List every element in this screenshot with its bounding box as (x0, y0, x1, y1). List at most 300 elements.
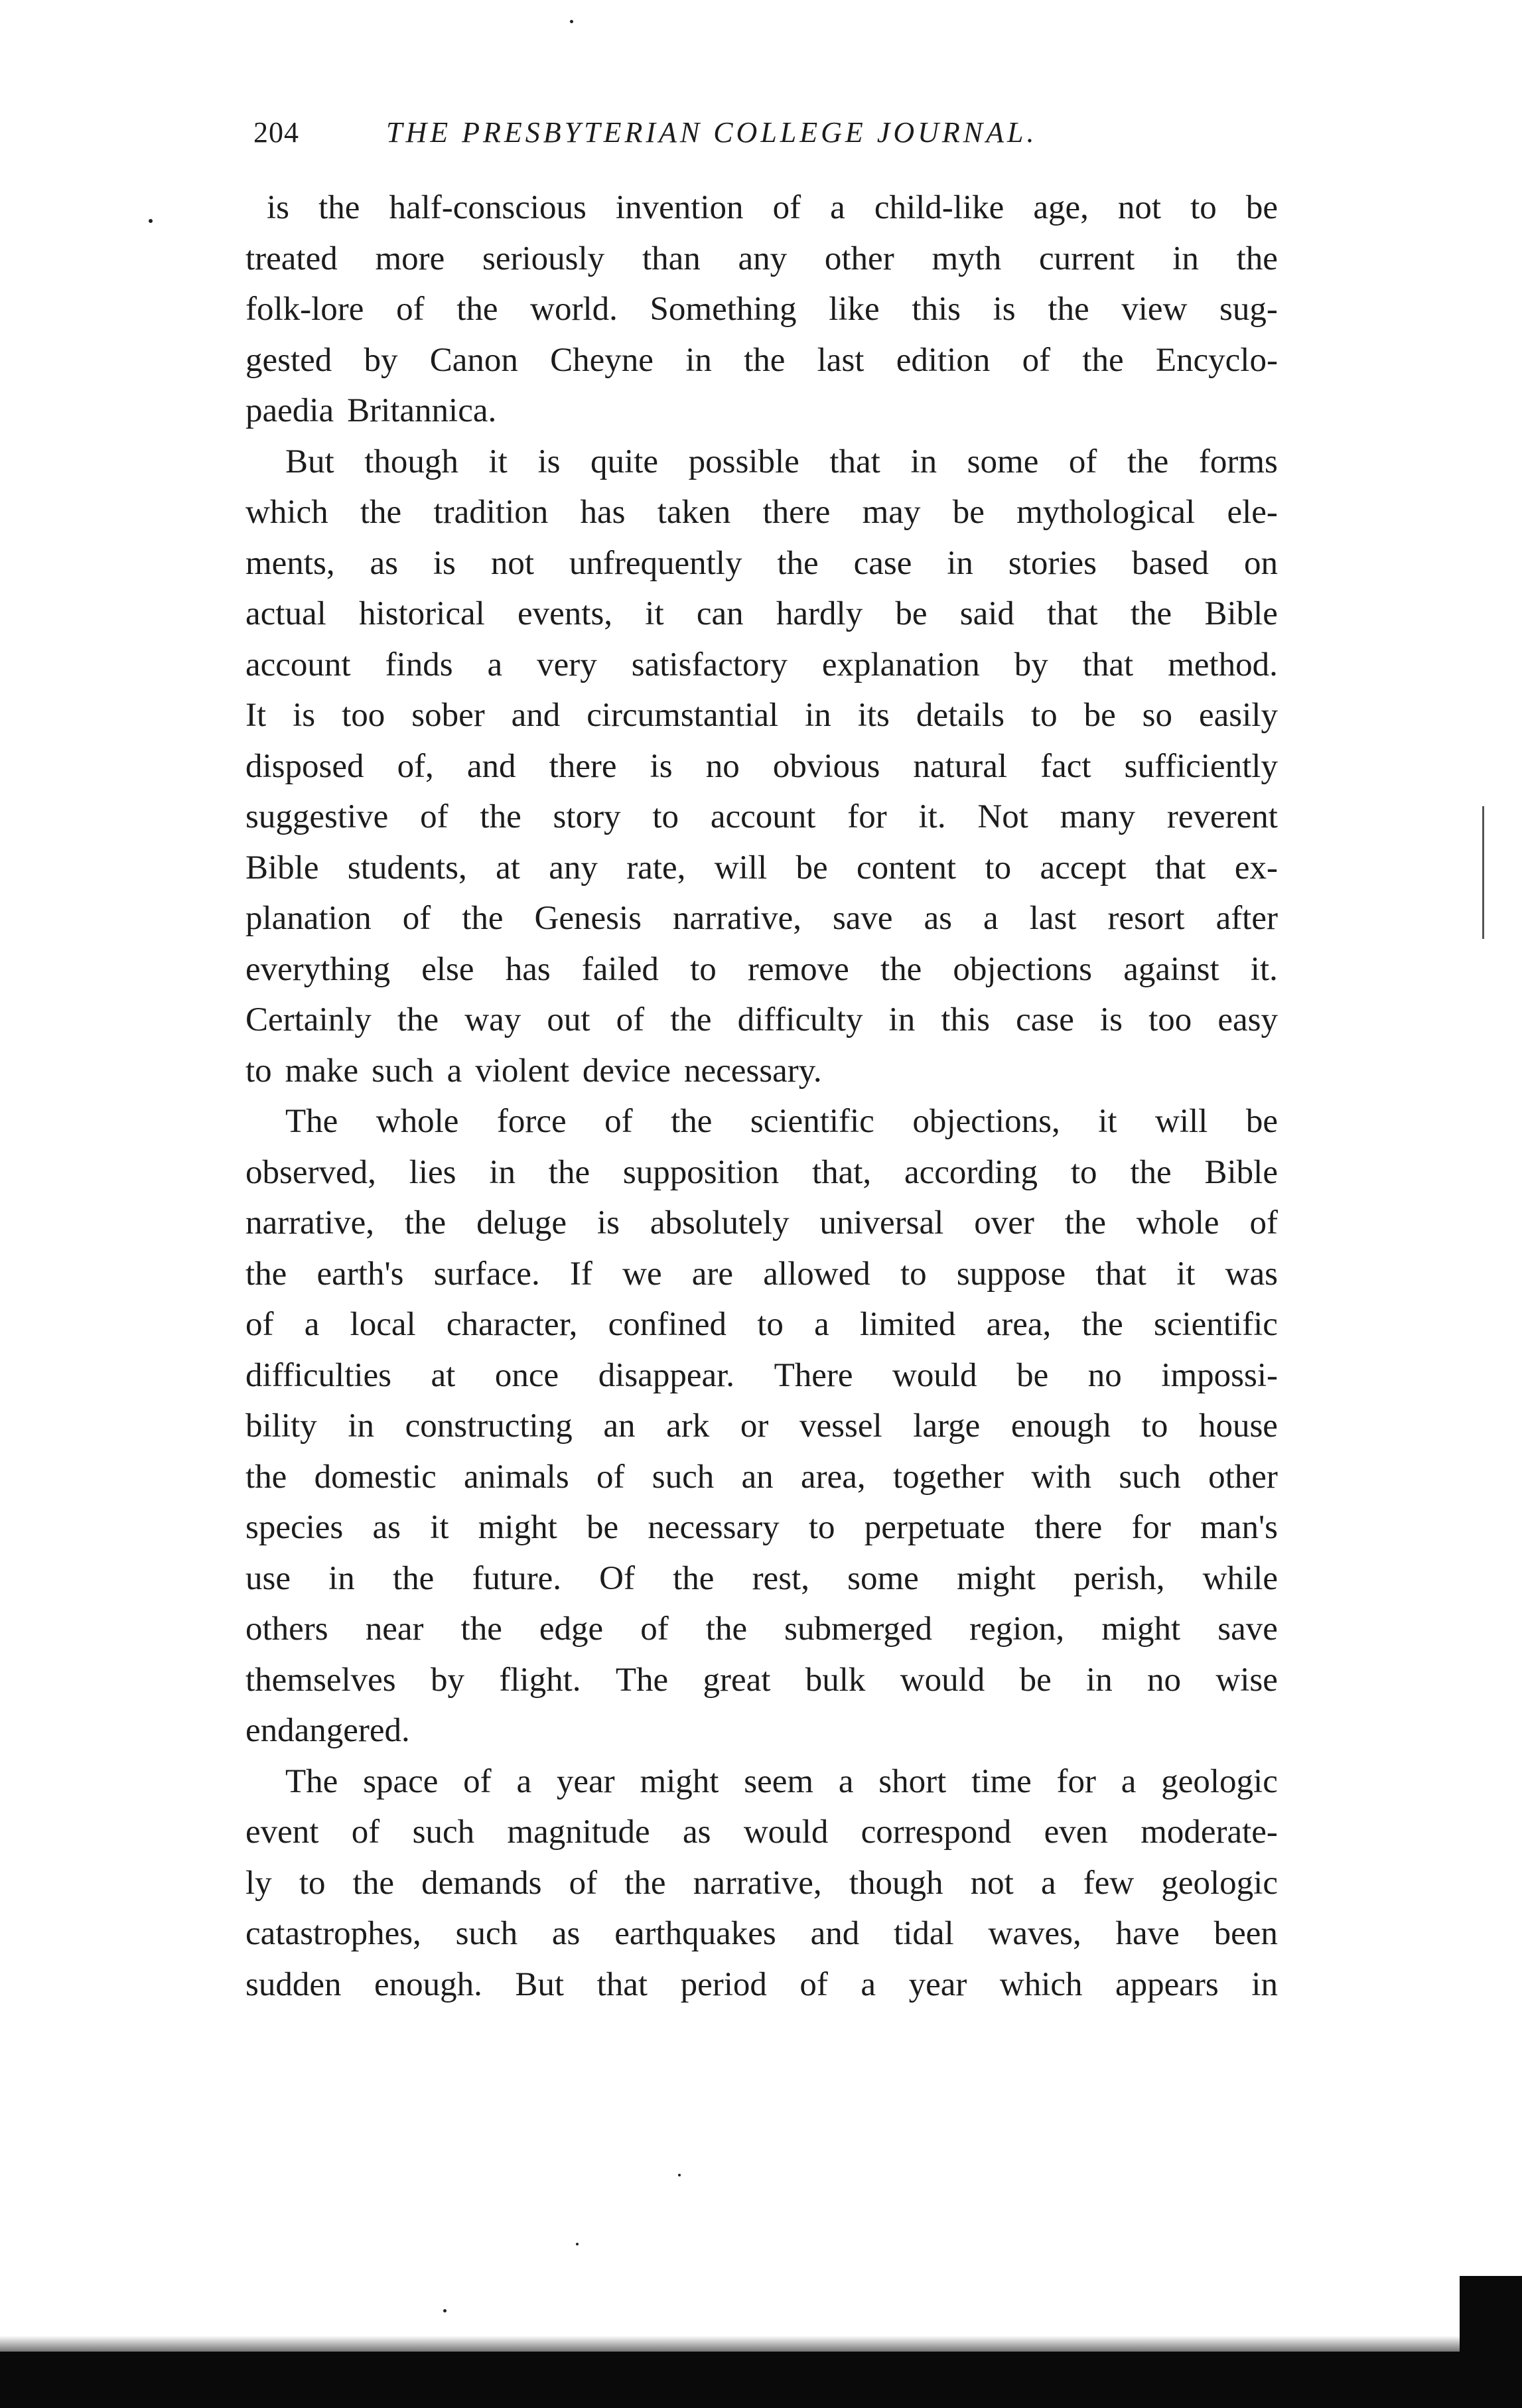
word: that (1155, 849, 1206, 886)
text-line (245, 944, 1278, 995)
word: violent (475, 1052, 569, 1090)
text-line (245, 589, 1278, 640)
text-line (245, 1502, 1278, 1553)
word: ele- (1227, 494, 1278, 531)
word: of (402, 900, 431, 937)
word: that (1082, 646, 1134, 683)
word: difficulty (737, 1001, 863, 1038)
word: possible (688, 443, 799, 480)
word: it (1098, 1103, 1117, 1140)
word: a (983, 900, 999, 937)
text-line (245, 1705, 1278, 1756)
word: edge (539, 1610, 604, 1648)
paragraph (245, 182, 1278, 437)
word: some (847, 1559, 919, 1597)
word: house (1198, 1407, 1278, 1445)
word: this (941, 1001, 990, 1038)
word: whole (1136, 1204, 1219, 1241)
word: ark (666, 1407, 710, 1445)
word: for (847, 798, 887, 835)
word: many (1060, 798, 1136, 835)
word: be (952, 494, 985, 531)
word: the (318, 189, 360, 226)
word: narrative, (245, 1204, 374, 1241)
word: to (808, 1509, 835, 1546)
word: region, (969, 1610, 1065, 1648)
word: Something (650, 291, 797, 328)
word: seriously (482, 240, 605, 277)
word: man's (1200, 1509, 1278, 1546)
word: case (853, 544, 912, 582)
word: to (1190, 189, 1217, 226)
word: such (652, 1458, 715, 1496)
word: and (466, 747, 516, 785)
word: the (360, 494, 402, 531)
word: story (553, 798, 621, 835)
word: though (849, 1864, 943, 1902)
word: to (652, 798, 679, 835)
word: bulk (805, 1661, 866, 1699)
word: based (1131, 544, 1210, 582)
word: sufficiently (1124, 747, 1278, 785)
word: by (364, 341, 398, 379)
word: domestic (314, 1458, 437, 1496)
word: events, (518, 595, 613, 632)
word: as (551, 1915, 581, 1952)
paragraph (245, 437, 1278, 1097)
word: for (1056, 1762, 1096, 1800)
text-line (245, 234, 1278, 285)
word: enough (1010, 1407, 1111, 1445)
word: is (596, 1204, 620, 1241)
word: else (421, 950, 474, 988)
word: fact (1040, 747, 1091, 785)
word: that (596, 1965, 648, 2003)
word: appears (1115, 1965, 1219, 2003)
word: a (516, 1762, 532, 1800)
scan-edge-shadow (0, 2336, 1522, 2353)
word: other (824, 240, 894, 277)
text-line (245, 1959, 1278, 2011)
text-line (245, 437, 1278, 488)
word: easily (1198, 697, 1278, 734)
word: the (777, 544, 819, 582)
text-line (245, 1401, 1278, 1452)
word: be (1019, 1661, 1052, 1699)
word: But (285, 443, 334, 480)
text-line (245, 792, 1278, 843)
word: Cheyne (550, 341, 654, 379)
word: of (604, 1103, 633, 1140)
word: details (916, 697, 1004, 734)
word: any (549, 849, 598, 886)
word: will (1155, 1103, 1208, 1140)
word: even (1044, 1813, 1108, 1851)
word: impossi- (1161, 1356, 1278, 1394)
word: perish, (1073, 1559, 1165, 1597)
word: difficulties (245, 1356, 392, 1394)
word: a (861, 1965, 876, 2003)
word: it (488, 443, 508, 480)
word: that (829, 443, 880, 480)
word: objections, (912, 1103, 1060, 1140)
word: last (1029, 900, 1077, 937)
word: to (900, 1255, 927, 1293)
word: have (1115, 1915, 1180, 1952)
word: it (430, 1509, 449, 1546)
word: the (397, 1001, 439, 1038)
word: be (1016, 1356, 1049, 1394)
word: its (857, 697, 890, 734)
word: the (392, 1559, 435, 1597)
text-line (245, 284, 1278, 335)
word: enough. (374, 1965, 482, 2003)
word: The (285, 1762, 338, 1800)
word: half-conscious (389, 189, 587, 226)
scan-speck (576, 2243, 579, 2245)
word: the (671, 1103, 713, 1140)
scan-edge (0, 2352, 1522, 2408)
word: might (640, 1762, 719, 1800)
word: paedia (245, 392, 334, 429)
word: accept (1040, 849, 1127, 886)
running-title: THE PRESBYTERIAN COLLEGE JOURNAL. (386, 116, 1038, 149)
word: time (971, 1762, 1032, 1800)
word: hardly (776, 595, 863, 632)
word: failed (581, 950, 659, 988)
word: everything (245, 950, 391, 988)
text-line (245, 1452, 1278, 1503)
word: scientific (1154, 1306, 1278, 1343)
word: will (714, 849, 768, 886)
word: natural (913, 747, 1008, 785)
word: though (364, 443, 458, 480)
word: the (1082, 341, 1124, 379)
word: on (1243, 544, 1278, 582)
word: very (537, 646, 597, 683)
word: the (1236, 240, 1278, 277)
word: be (1245, 1103, 1278, 1140)
text-line (245, 1655, 1278, 1706)
word: to (245, 1052, 272, 1090)
word: animals (464, 1458, 569, 1496)
word: to (1141, 1407, 1168, 1445)
word: to (985, 849, 1012, 886)
text-line (245, 1858, 1278, 1909)
word: would (900, 1661, 985, 1699)
word: would (743, 1813, 829, 1851)
word: not (490, 544, 534, 582)
word: actual (245, 595, 326, 632)
word: in (888, 1001, 916, 1038)
word: the (1130, 1153, 1172, 1191)
word: it (1176, 1255, 1196, 1293)
word: in (489, 1153, 516, 1191)
word: is (1099, 1001, 1123, 1038)
word: as (370, 544, 398, 582)
word: vessel (799, 1407, 882, 1445)
word: of (569, 1864, 598, 1902)
word: geologic (1161, 1762, 1278, 1800)
text-line (245, 690, 1278, 741)
word: planation (245, 900, 372, 937)
text-line (245, 1553, 1278, 1604)
word: character, (446, 1306, 578, 1343)
word: explanation (821, 646, 980, 683)
word: a (304, 1306, 320, 1343)
word: a (814, 1306, 829, 1343)
word: or (740, 1407, 769, 1445)
word: we (622, 1255, 662, 1293)
word: resort (1107, 900, 1185, 937)
text-line (245, 995, 1278, 1046)
word: folk-lore (245, 291, 364, 328)
text-line (245, 538, 1278, 589)
word: suppose (956, 1255, 1066, 1293)
word: finds (385, 646, 453, 683)
word: deluge (476, 1204, 567, 1241)
paragraph (245, 1756, 1278, 2011)
word: Not (977, 798, 1028, 835)
word: by (1014, 646, 1048, 683)
word: to (1030, 697, 1058, 734)
word: of (420, 798, 449, 835)
word: necessary. (683, 1052, 822, 1090)
word: the (880, 950, 922, 988)
word: tidal (894, 1915, 954, 1952)
word: as (683, 1813, 711, 1851)
word: last (817, 341, 865, 379)
word: Bible (1204, 1153, 1278, 1191)
word: Canon (429, 341, 518, 379)
word: can (696, 595, 744, 632)
word: no (1087, 1356, 1122, 1394)
word: invention (615, 189, 744, 226)
word: the (744, 341, 786, 379)
word: waves, (988, 1915, 1081, 1952)
word: the (245, 1255, 287, 1293)
word: of (596, 1458, 625, 1496)
word: circumstantial (587, 697, 779, 734)
word: to (690, 950, 717, 988)
text-line (245, 1096, 1278, 1147)
word: such (412, 1813, 475, 1851)
word: forms (1198, 443, 1278, 480)
word: seem (744, 1762, 814, 1800)
text-line (245, 386, 1278, 437)
word: make (285, 1052, 359, 1090)
word: objections (953, 950, 1093, 988)
word: the (460, 1610, 502, 1648)
word: confined (608, 1306, 727, 1343)
word: is (993, 291, 1016, 328)
word: in (805, 697, 831, 734)
word: way (464, 1001, 521, 1038)
word: of, (397, 747, 434, 785)
word: current (1039, 240, 1135, 277)
word: might (478, 1509, 557, 1546)
word: a (1040, 1864, 1056, 1902)
text-line (245, 893, 1278, 944)
word: Bible (245, 849, 319, 886)
word: an (741, 1458, 774, 1496)
word: near (365, 1610, 424, 1648)
word: earthquakes (614, 1915, 776, 1952)
word: there (762, 494, 831, 531)
word: it. (1250, 950, 1278, 988)
word: be (1083, 697, 1116, 734)
word: too (1148, 1001, 1192, 1038)
word: and (511, 697, 561, 734)
word: said (959, 595, 1014, 632)
word: the (462, 900, 504, 937)
word: the (480, 798, 521, 835)
word: students, (347, 849, 467, 886)
word: area, (800, 1458, 866, 1496)
word: the (456, 291, 498, 328)
word: few (1083, 1864, 1135, 1902)
text-line (245, 741, 1278, 792)
scan-corner (1460, 2276, 1522, 2408)
word: by (430, 1661, 464, 1699)
word: themselves (245, 1661, 396, 1699)
text-line (245, 182, 1278, 234)
word: is (537, 443, 561, 480)
word: of (640, 1610, 669, 1648)
word: But (515, 1965, 565, 2003)
word: case (1016, 1001, 1074, 1038)
word: Certainly (245, 1001, 372, 1038)
word: period (680, 1965, 767, 2003)
word: unfrequently (569, 544, 742, 582)
word: at (431, 1356, 456, 1394)
word: which (999, 1965, 1083, 2003)
word: device (582, 1052, 671, 1090)
page-header (253, 106, 1315, 159)
word: the (670, 1001, 712, 1038)
word: not (1117, 189, 1162, 226)
word: earth's (316, 1255, 404, 1293)
word: other (1208, 1458, 1278, 1496)
word: supposition (622, 1153, 780, 1191)
word: the (1127, 443, 1169, 480)
word: a (830, 189, 845, 226)
word: has (505, 950, 551, 988)
text-line (245, 1807, 1278, 1858)
word: remove (747, 950, 849, 988)
word: whole (376, 1103, 459, 1140)
word: it (645, 595, 664, 632)
word: such (372, 1052, 434, 1090)
word: of (799, 1965, 828, 2003)
word: might (1101, 1610, 1181, 1648)
word: might (956, 1559, 1036, 1597)
word: magnitude (507, 1813, 650, 1851)
word: gested (245, 341, 332, 379)
word: a (487, 646, 503, 683)
word: of (463, 1762, 492, 1800)
word: If (569, 1255, 592, 1293)
margin-rule (1482, 806, 1484, 939)
word: with (1031, 1458, 1092, 1496)
word: the (548, 1153, 590, 1191)
word: the (1130, 595, 1172, 632)
word: was (1225, 1255, 1278, 1293)
word: demands (421, 1864, 542, 1902)
word: would (892, 1356, 977, 1394)
word: geologic (1161, 1864, 1278, 1902)
word: area, (986, 1306, 1052, 1343)
scan-speck (678, 2174, 681, 2176)
word: space (363, 1762, 439, 1800)
text-line (245, 1604, 1278, 1655)
word: ly (245, 1864, 272, 1902)
word: no (705, 747, 740, 785)
word: there (1034, 1509, 1103, 1546)
text-line (245, 1350, 1278, 1401)
word: endangered. (245, 1712, 410, 1749)
word: content (856, 849, 957, 886)
word: such (455, 1915, 518, 1952)
word: Bible (1204, 595, 1278, 632)
word: The (285, 1103, 338, 1140)
word: ex- (1234, 849, 1278, 886)
word: edition (896, 341, 991, 379)
word: easy (1217, 1001, 1278, 1038)
word: local (350, 1306, 416, 1343)
word: ments, (245, 544, 335, 582)
scan-speck (443, 2309, 447, 2312)
word: obvious (772, 747, 880, 785)
word: submerged (784, 1610, 933, 1648)
word: together (892, 1458, 1004, 1496)
text-line (245, 1147, 1278, 1198)
word: the (673, 1559, 715, 1597)
word: of (1068, 443, 1097, 480)
word: Of (599, 1559, 635, 1597)
text-line (245, 640, 1278, 691)
word: It (245, 697, 267, 734)
word: event (245, 1813, 319, 1851)
word: bility (245, 1407, 317, 1445)
word: are (691, 1255, 734, 1293)
word: out (547, 1001, 590, 1038)
word: may (862, 494, 921, 531)
word: too (342, 697, 385, 734)
word: is (293, 697, 316, 734)
page-number: 204 (253, 116, 299, 149)
word: Encyclo- (1155, 341, 1278, 379)
word: the (404, 1204, 447, 1241)
word: more (375, 240, 445, 277)
word: of (245, 1306, 274, 1343)
word: be (895, 595, 928, 632)
word: disappear. (598, 1356, 735, 1394)
word: the (624, 1864, 666, 1902)
word: the (352, 1864, 394, 1902)
word: this (912, 291, 961, 328)
word: universal (819, 1204, 944, 1241)
word: suggestive (245, 798, 389, 835)
text-line (245, 1908, 1278, 1959)
word: of (396, 291, 425, 328)
text-line (245, 843, 1278, 894)
word: limited (859, 1306, 956, 1343)
word: save (1217, 1610, 1278, 1648)
word: against (1123, 950, 1219, 988)
scan-speck (149, 219, 153, 223)
text-line (245, 487, 1278, 538)
